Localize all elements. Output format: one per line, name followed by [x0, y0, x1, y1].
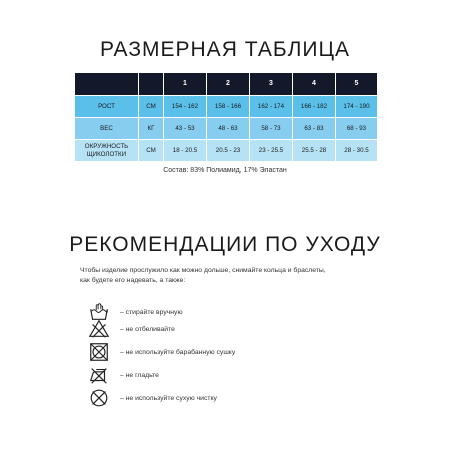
param-label: ОКРУЖНОСТЬ ЩИКОЛОТКИ — [75, 140, 139, 162]
table-row-weight — [75, 118, 378, 140]
no-tumble-dry-icon — [88, 341, 110, 363]
table-cell: 174 - 190 — [336, 96, 378, 118]
table-row-ankle — [75, 140, 378, 162]
care-label: – не используйте барабанную сушку — [120, 348, 236, 356]
size-table-header-row — [75, 73, 378, 96]
table-cell: 154 - 162 — [164, 96, 207, 118]
header-cell-size-1: 1 — [164, 73, 207, 96]
table-cell: 63 - 83 — [293, 118, 336, 140]
care-item-no-bleach — [88, 317, 348, 341]
care-item-no-iron — [88, 363, 348, 387]
table-cell: 162 - 174 — [250, 96, 293, 118]
table-cell: 158 - 166 — [207, 96, 250, 118]
param-label: ВЕС — [75, 118, 139, 140]
size-table-title: РАЗМЕРНАЯ ТАБЛИЦА — [99, 38, 351, 61]
param-label: РОСТ — [75, 96, 139, 118]
care-item-no-dry-clean — [88, 386, 348, 410]
care-label: – стирайте вручную — [120, 308, 183, 316]
header-cell-size-5: 5 — [336, 73, 378, 96]
table-cell: 58 - 73 — [250, 118, 293, 140]
table-cell: 166 - 182 — [293, 96, 336, 118]
care-label: – не отбеливайте — [120, 325, 175, 333]
no-iron-icon — [88, 364, 110, 386]
table-cell: 23 - 25.5 — [250, 140, 293, 162]
table-cell: 25.5 - 28 — [293, 140, 336, 162]
table-cell: 68 - 93 — [336, 118, 378, 140]
table-cell: 20.5 - 23 — [207, 140, 250, 162]
table-cell: 43 - 53 — [164, 118, 207, 140]
table-row-height — [75, 96, 378, 118]
care-intro — [80, 266, 380, 285]
header-cell-param — [75, 73, 139, 96]
care-item-no-tumble-dry — [88, 340, 348, 364]
unit-label: СМ — [139, 96, 164, 118]
header-cell-size-4: 4 — [293, 73, 336, 96]
care-label: – не гладьте — [120, 371, 159, 379]
header-cell-size-3: 3 — [250, 73, 293, 96]
composition-text: Состав: 83% Полиамид, 17% Эластан — [163, 167, 287, 174]
care-intro-line: как будете его надевать, а также: — [80, 276, 186, 284]
no-bleach-icon — [88, 318, 110, 340]
size-table — [74, 72, 378, 162]
table-cell: 48 - 63 — [207, 118, 250, 140]
header-cell-unit — [139, 73, 164, 96]
care-label: – не используйте сухую чистку — [120, 394, 217, 402]
unit-label: СМ — [139, 140, 164, 162]
care-intro-line: Чтобы изделие прослужило как можно дольше, снимайте кольца и браслеты, — [80, 267, 326, 274]
no-dry-clean-icon — [88, 387, 110, 409]
unit-label: КГ — [139, 118, 164, 140]
care-title: РЕКОМЕНДАЦИИ ПО УХОДУ — [69, 233, 381, 256]
table-cell: 18 - 20.5 — [164, 140, 207, 162]
header-cell-size-2: 2 — [207, 73, 250, 96]
table-cell: 28 - 30.5 — [336, 140, 378, 162]
